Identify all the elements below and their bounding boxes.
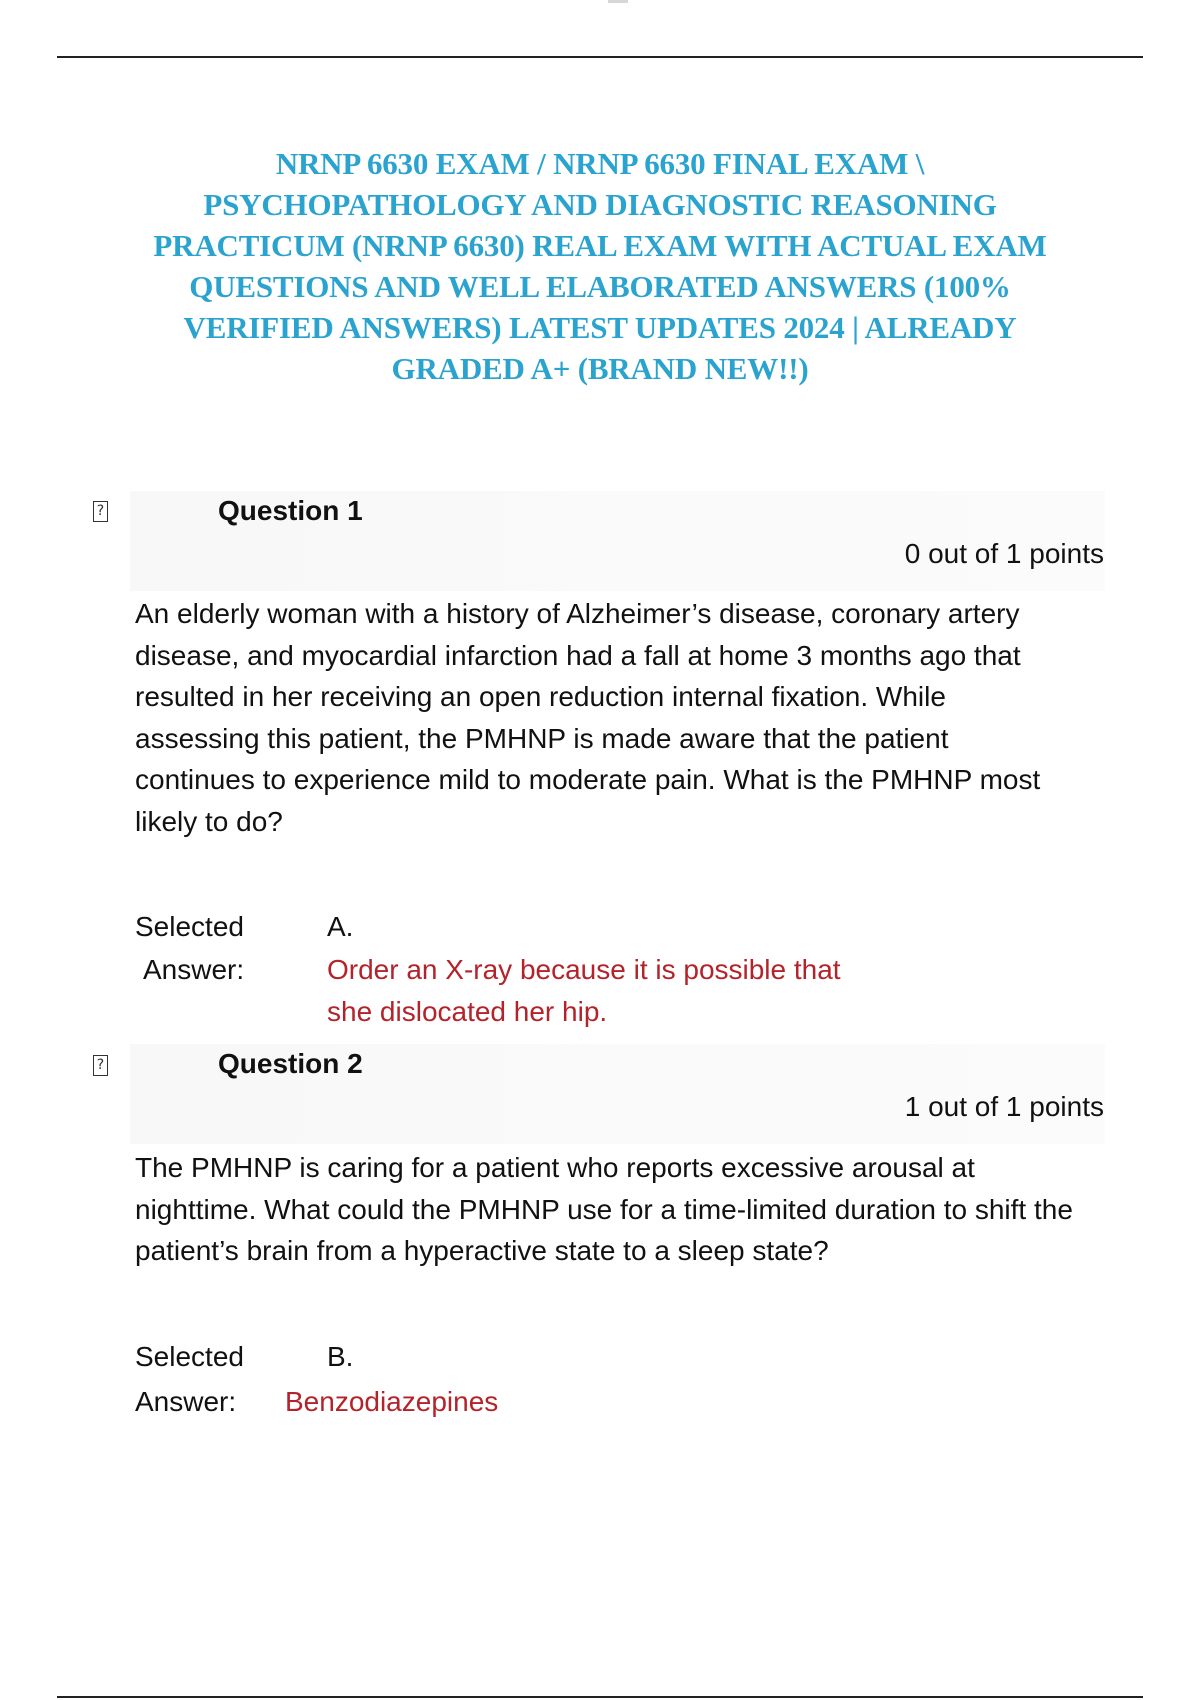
question-title: Question 1 xyxy=(218,495,363,526)
question-points: 1 out of 1 points xyxy=(904,1091,1104,1122)
answer-text: Benzodiazepines xyxy=(285,1386,499,1417)
answer-letter: B. xyxy=(327,1341,354,1372)
answer-label: Answer: xyxy=(143,954,245,985)
question-status-icon: ? xyxy=(93,501,108,522)
question-title: Question 2 xyxy=(218,1048,363,1079)
selected-label: Selected xyxy=(135,911,244,942)
answer-text: Order an X-ray because it is possible that she dislocated her hip. xyxy=(327,954,841,1027)
bottom-rule xyxy=(57,1696,1143,1698)
top-edge-mark xyxy=(608,0,628,3)
question-text: The PMHNP is caring for a patient who reports excessive arousal at nighttime. What could the PMHNP use for a time-limited duration to shift the patient’s brain from a hyperactive state to a sleep state? xyxy=(135,1152,1073,1266)
top-rule xyxy=(57,56,1143,58)
question-status-icon: ? xyxy=(93,1055,108,1076)
question-text: An elderly woman with a history of Alzheimer’s disease, coronary artery disease, and myocardial infarction had a fall at home 3 months ago that resulted in her receiving an open reduction internal fixation. While assessing this patient, the PMHNP is made aware that the patient continues to experience mild to moderate pain. What is the PMHNP most likely to do? xyxy=(135,598,1041,837)
document-title: NRNP 6630 EXAM / NRNP 6630 FINAL EXAM \ PSYCHOPATHOLOGY AND DIAGNOSTIC REASONING PRACTICUM (NRNP 6630) REAL EXAM WITH ACTUAL EXAM QUESTIONS AND WELL ELABORATED ANSWERS (100% VERIFIED ANSWERS) LATEST UPDATES 2024 | ALREADY GRADED A+ (BRAND NEW!!) xyxy=(153,146,1047,386)
question-points: 0 out of 1 points xyxy=(904,538,1104,569)
answer-letter: A. xyxy=(327,911,354,942)
answer-label: Answer: xyxy=(135,1386,237,1417)
selected-label: Selected xyxy=(135,1341,244,1372)
